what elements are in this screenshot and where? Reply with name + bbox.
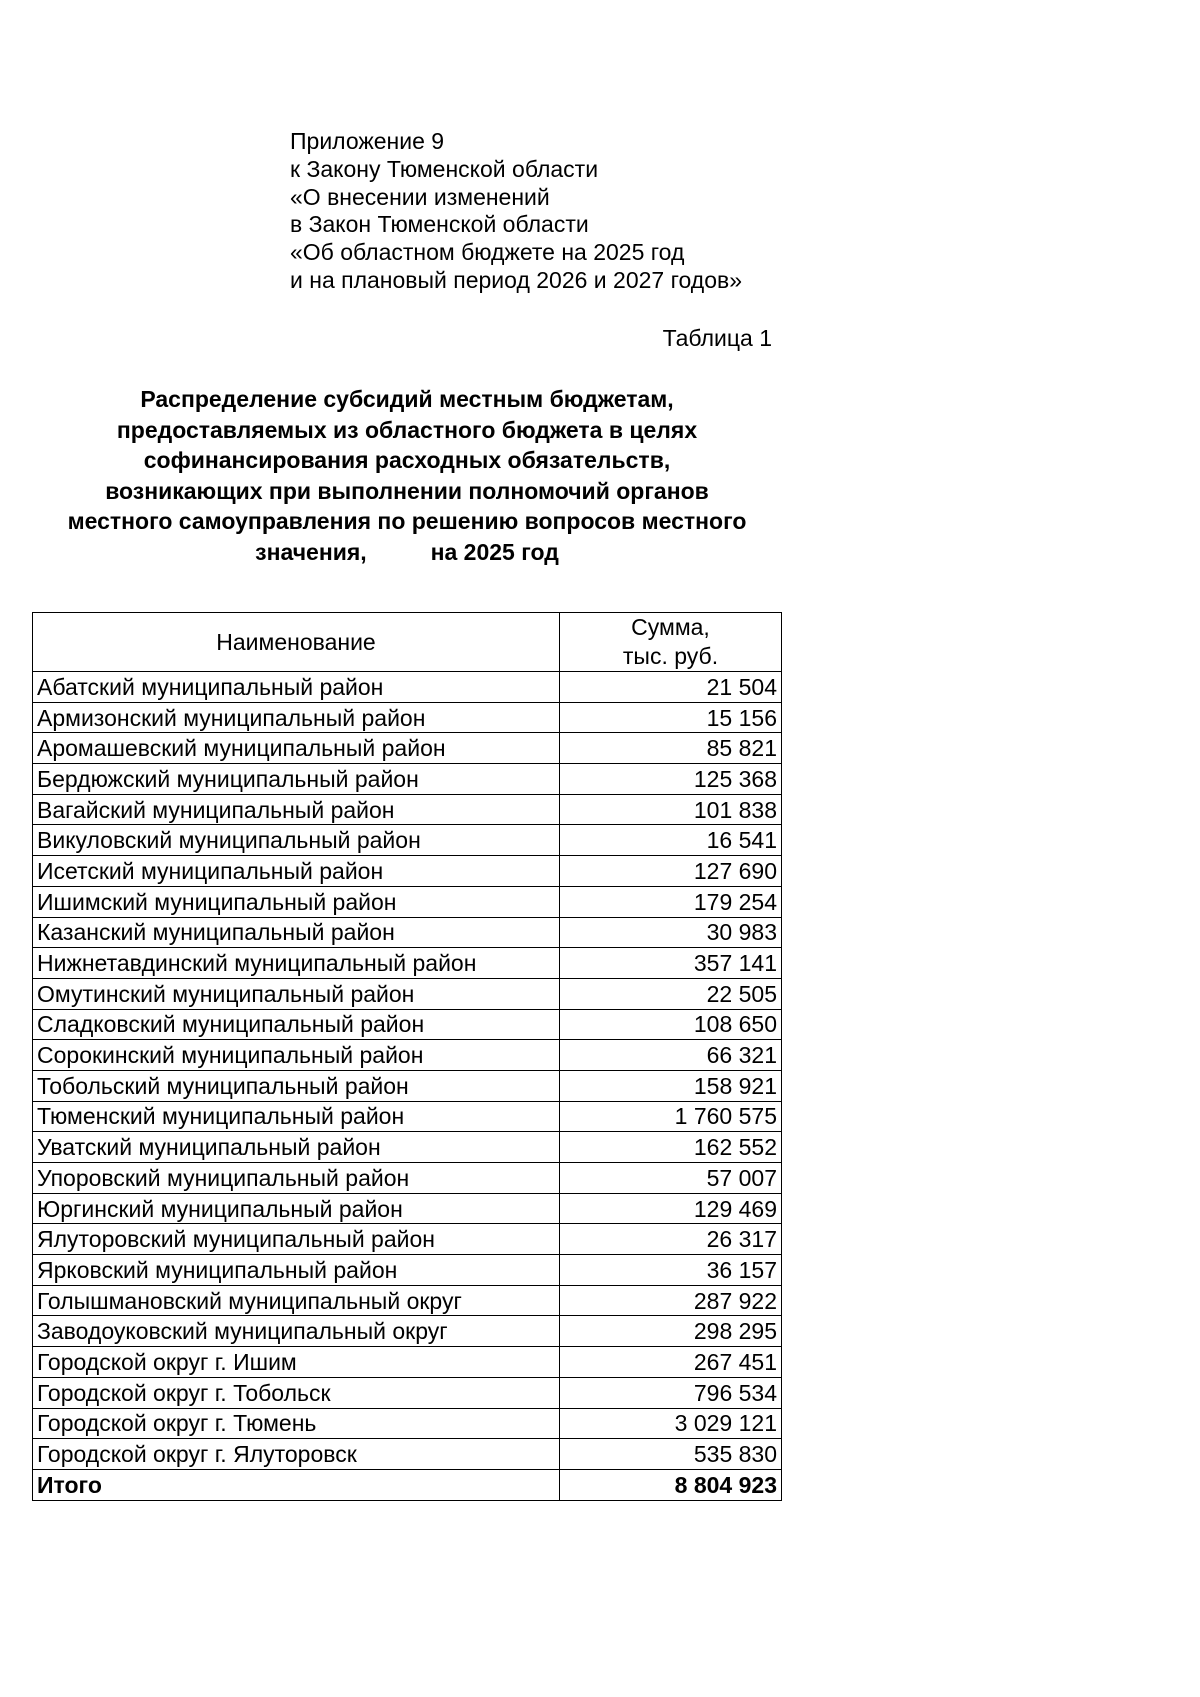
- table-row: [33, 1040, 782, 1071]
- subsidy-amount: 36 157: [560, 1255, 782, 1286]
- table-row: [33, 1193, 782, 1224]
- municipality-name: Городской округ г. Тобольск: [33, 1377, 560, 1408]
- table-header-row: [33, 613, 782, 672]
- subsidy-amount: 108 650: [560, 1009, 782, 1040]
- table-row: [33, 733, 782, 764]
- table-row: [33, 1285, 782, 1316]
- appendix-line: «О внесении изменений: [290, 183, 550, 210]
- municipality-name: Голышмановский муниципальный округ: [33, 1285, 560, 1316]
- subsidy-table: [32, 612, 782, 1501]
- subsidy-amount: 101 838: [560, 794, 782, 825]
- municipality-name: Городской округ г. Тюмень: [33, 1408, 560, 1439]
- table-row: [33, 1316, 782, 1347]
- subsidy-amount: 57 007: [560, 1163, 782, 1194]
- appendix-line: и на плановый период 2026 и 2027 годов»: [290, 266, 742, 293]
- subsidy-amount: 796 534: [560, 1377, 782, 1408]
- table-number: Таблица 1: [662, 325, 772, 351]
- table-row: [33, 672, 782, 703]
- subsidy-amount: 3 029 121: [560, 1408, 782, 1439]
- municipality-name: Городской округ г. Ялуторовск: [33, 1439, 560, 1470]
- total-row: [33, 1469, 782, 1500]
- subsidy-amount: 21 504: [560, 672, 782, 703]
- subsidy-amount: 129 469: [560, 1193, 782, 1224]
- total-label: Итого: [33, 1469, 560, 1500]
- table-row: [33, 948, 782, 979]
- municipality-name: Тюменский муниципальный район: [33, 1101, 560, 1132]
- table-row: [33, 825, 782, 856]
- municipality-name: Бердюжский муниципальный район: [33, 764, 560, 795]
- municipality-name: Вагайский муниципальный район: [33, 794, 560, 825]
- subsidy-amount: 298 295: [560, 1316, 782, 1347]
- municipality-name: Омутинский муниципальный район: [33, 978, 560, 1009]
- municipality-name: Ялуторовский муниципальный район: [33, 1224, 560, 1255]
- municipality-name: Сладковский муниципальный район: [33, 1009, 560, 1040]
- subsidy-amount: 287 922: [560, 1285, 782, 1316]
- total-amount: 8 804 923: [560, 1469, 782, 1500]
- table-row: [33, 917, 782, 948]
- subsidy-amount: 127 690: [560, 856, 782, 887]
- municipality-name: Юргинский муниципальный район: [33, 1193, 560, 1224]
- table-row: [33, 1255, 782, 1286]
- subsidy-amount: 535 830: [560, 1439, 782, 1470]
- subsidy-amount: 162 552: [560, 1132, 782, 1163]
- column-header-name: Наименование: [33, 613, 560, 672]
- municipality-name: Уватский муниципальный район: [33, 1132, 560, 1163]
- appendix-line: Приложение 9: [290, 128, 445, 154]
- table-body: [33, 672, 782, 1501]
- table-row: [33, 1377, 782, 1408]
- table-row: [33, 978, 782, 1009]
- table-row: [33, 1009, 782, 1040]
- appendix-line: к Закону Тюменской области: [290, 155, 599, 182]
- municipality-name: Нижнетавдинский муниципальный район: [33, 948, 560, 979]
- subsidy-amount: 22 505: [560, 978, 782, 1009]
- municipality-name: Армизонский муниципальный район: [33, 702, 560, 733]
- subsidy-amount: 26 317: [560, 1224, 782, 1255]
- municipality-name: Упоровский муниципальный район: [33, 1163, 560, 1194]
- table-row: [33, 886, 782, 917]
- table-row: [33, 764, 782, 795]
- municipality-name: Городской округ г. Ишим: [33, 1347, 560, 1378]
- subsidy-amount: 179 254: [560, 886, 782, 917]
- subsidy-amount: 357 141: [560, 948, 782, 979]
- table-row: [33, 1070, 782, 1101]
- table-row: [33, 1101, 782, 1132]
- table-row: [33, 1224, 782, 1255]
- municipality-name: Тобольский муниципальный район: [33, 1070, 560, 1101]
- subsidy-amount: 267 451: [560, 1347, 782, 1378]
- appendix-header: [290, 128, 742, 295]
- table-row: [33, 1132, 782, 1163]
- municipality-name: Исетский муниципальный район: [33, 856, 560, 887]
- table-row: [33, 794, 782, 825]
- table-row: [33, 702, 782, 733]
- table-row: [33, 856, 782, 887]
- subsidy-amount: 1 760 575: [560, 1101, 782, 1132]
- subsidy-amount: 30 983: [560, 917, 782, 948]
- table-row: [33, 1163, 782, 1194]
- table-row: [33, 1347, 782, 1378]
- municipality-name: Сорокинский муниципальный район: [33, 1040, 560, 1071]
- table-row: [33, 1408, 782, 1439]
- appendix-line: «Об областном бюджете на 2025 год: [290, 239, 685, 266]
- municipality-name: Заводоуковский муниципальный округ: [33, 1316, 560, 1347]
- municipality-name: Абатский муниципальный район: [33, 672, 560, 703]
- municipality-name: Ярковский муниципальный район: [33, 1255, 560, 1286]
- column-header-sum: [560, 613, 782, 672]
- subsidy-amount: 158 921: [560, 1070, 782, 1101]
- municipality-name: Ишимский муниципальный район: [33, 886, 560, 917]
- municipality-name: Викуловский муниципальный район: [33, 825, 560, 856]
- column-header-sum-text: Сумма, тыс. руб.: [622, 614, 719, 669]
- subsidy-amount: 15 156: [560, 702, 782, 733]
- appendix-line: в Закон Тюменской области: [290, 211, 589, 238]
- document-title: Распределение субсидий местным бюджетам, предоставляемых из областного бюджета в целях софинансирования расходных обязательств, возникающих при выполнении полномочий органов местного самоуправления по решению вопросов местного значения, на 2025 год: [67, 386, 747, 565]
- subsidy-amount: 66 321: [560, 1040, 782, 1071]
- municipality-name: Казанский муниципальный район: [33, 917, 560, 948]
- municipality-name: Аромашевский муниципальный район: [33, 733, 560, 764]
- subsidy-amount: 16 541: [560, 825, 782, 856]
- subsidy-amount: 125 368: [560, 764, 782, 795]
- subsidy-amount: 85 821: [560, 733, 782, 764]
- table-row: [33, 1439, 782, 1470]
